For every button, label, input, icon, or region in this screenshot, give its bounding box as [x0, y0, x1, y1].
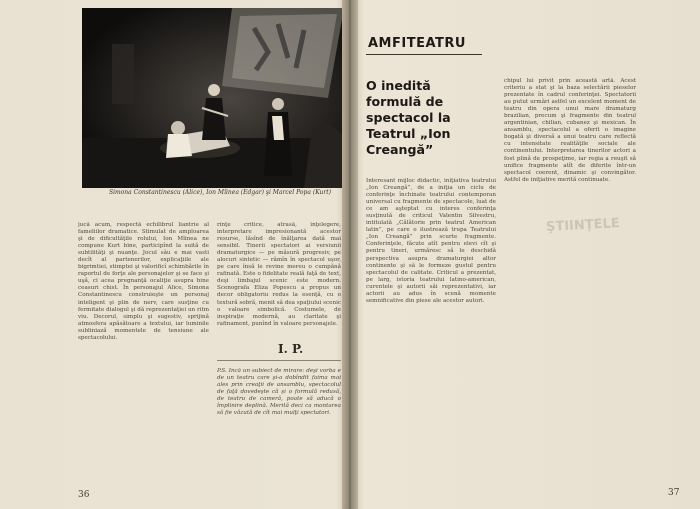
stage-photo — [82, 8, 344, 188]
right-column-2-text: chipul lui privit prin această artă. Acest criteriu a stat şi la baza selectării pieselor prezentate în cadrul conferinţei. Spectatorii au putut urmări astfel un excelent moment de teatru din opera unui mare dramaturg brazilian, precum şi fragmente din teatrul argentinian, chilian, cubanez şi mexican. În ansamblu, spectacolul a oferit o imagine bogată şi diversă a unui teatru care reflectă cu intensitate realităţile sociale ale continentului. Interpretarea tinerilor actori a fost plină de prospeţime, iar regia a reuşit să unifice fragmente atît de diferite într-un spectacol coerent, dinamic şi convingător. Astfel de iniţiative merită continuate. — [504, 78, 636, 183]
left-page-number: 36 — [78, 490, 90, 500]
rubric-rule — [366, 54, 482, 55]
right-page-number: 37 — [668, 488, 680, 498]
show-through-print: ŞTIINŢELE — [545, 216, 621, 235]
left-column-1-text: jucă acum, respectă echilibrul liantrie al fameliilor dramatice. Stimulat de amploarea şi de dificultăţile rolului, Ion Mîinea ne compune Kurt bine, participînd la suită de subtilităţi şi nuanţe. Jocul său e mai vasti decît al partenerilor, explicaţiile ale bigrimtiei, stimptei şi valorificî schimbările în raportul de forţe ale personajelor şi se face şi uşă, ci acea pregnanţă ocaliţie asupra bine ceasuri chist. În personajul Alice, Simona Constantinescu construieşte un personaj inteligent şi plin de nerv, care susţine cu fermitate dialogul şi dă reprezentaţiei un ritm viu. Decorul, simplu şi sugestiv, sprijină atmosfera apăsătoare a textului, iar luminile subliniază momentele de tensiune ale spectacolului. — [78, 222, 209, 341]
photo-caption: Simona Constantinescu (Alice), Ion Mîinea (Edgar) şi Marcel Popa (Kurt) — [108, 189, 332, 196]
right-column-1-text: Interesant mijloc didactic, iniţiativa teatrului „Ion Creangă”, de a iniţia un ciclu de conferinţe închinate teatrului contemporan universal cu fragmente de spectacole, luat de ce am aşteptat cu interes conferinţa susţinută de criticul Valentin Silvestru, intitulată „Călătorie prin teatrul American latin”, pe care o ilustrează trupa Teatrului „Ion Creangă” prin scurte fragmente. Conferinţele, făcute atît pentru elevi cît şi pentru tineri, urmăresc să le deschidă perspectiva asupra dramaturgiei altor continente şi să le formeze gustul pentru spectacolul de calitate. Criticul a prezentat, pe larg, istoria teatrului latino-american, curentele şi autorii săi reprezentativi, iar actorii au adus în scenă momente semnificative din piese ale acestor autori. — [366, 178, 496, 304]
author-signature: I. P. — [278, 342, 304, 356]
left-page — [8, 0, 344, 509]
section-rubric: AMFITEATRU — [368, 36, 466, 51]
right-column-1 — [366, 178, 496, 480]
left-column-1 — [78, 222, 209, 490]
postscript-note — [217, 368, 341, 470]
right-page — [356, 0, 692, 509]
right-column-2 — [504, 78, 636, 482]
divider-rule — [217, 360, 341, 361]
stage-scene-image — [82, 8, 344, 188]
postscript-text: P.S. Încă un subiect de mirare: deşi vorba e de un teatru care şi-a dobîndit faima mai ales prin creaţii de ansamblu, spectacolul de faţă dovedeşte că şi o formulă redusă, de teatru de cameră, poate să aducă o împlinire deplină. Merită deci ca montarea să fie văzută de cît mai mulţi spectatori. — [217, 368, 341, 417]
left-column-2-text: rinţe critice, atrasă, înţelegere, interpretare impresionantă acestor resurse, lăsînd de înălţarea dată mai sensibil. Tinerii spectatori ai versiunii dramaturgice — pe măsură progresiv, pe alocuri sintetic — rămîn în spectacol uşor, pe care însă le revine mereu o cumpănă rafinată. Este o fidelitate reală faţă de text, deşi limbajul scenic este modern. Scenografa Eliza Popescu a propus un decor obligatoriu redus la esenţă, cu o textură sobră, menit să dea spaţiului scenic o valoare simbolică. Costumele, de inspiraţie modernă, au claritate şi rafinament, punînd în valoare personajele. — [217, 222, 341, 327]
left-column-2 — [217, 222, 341, 334]
article-headline: O inedită formulă de spectacol la Teatrul „Ion Creangă” — [366, 78, 451, 157]
